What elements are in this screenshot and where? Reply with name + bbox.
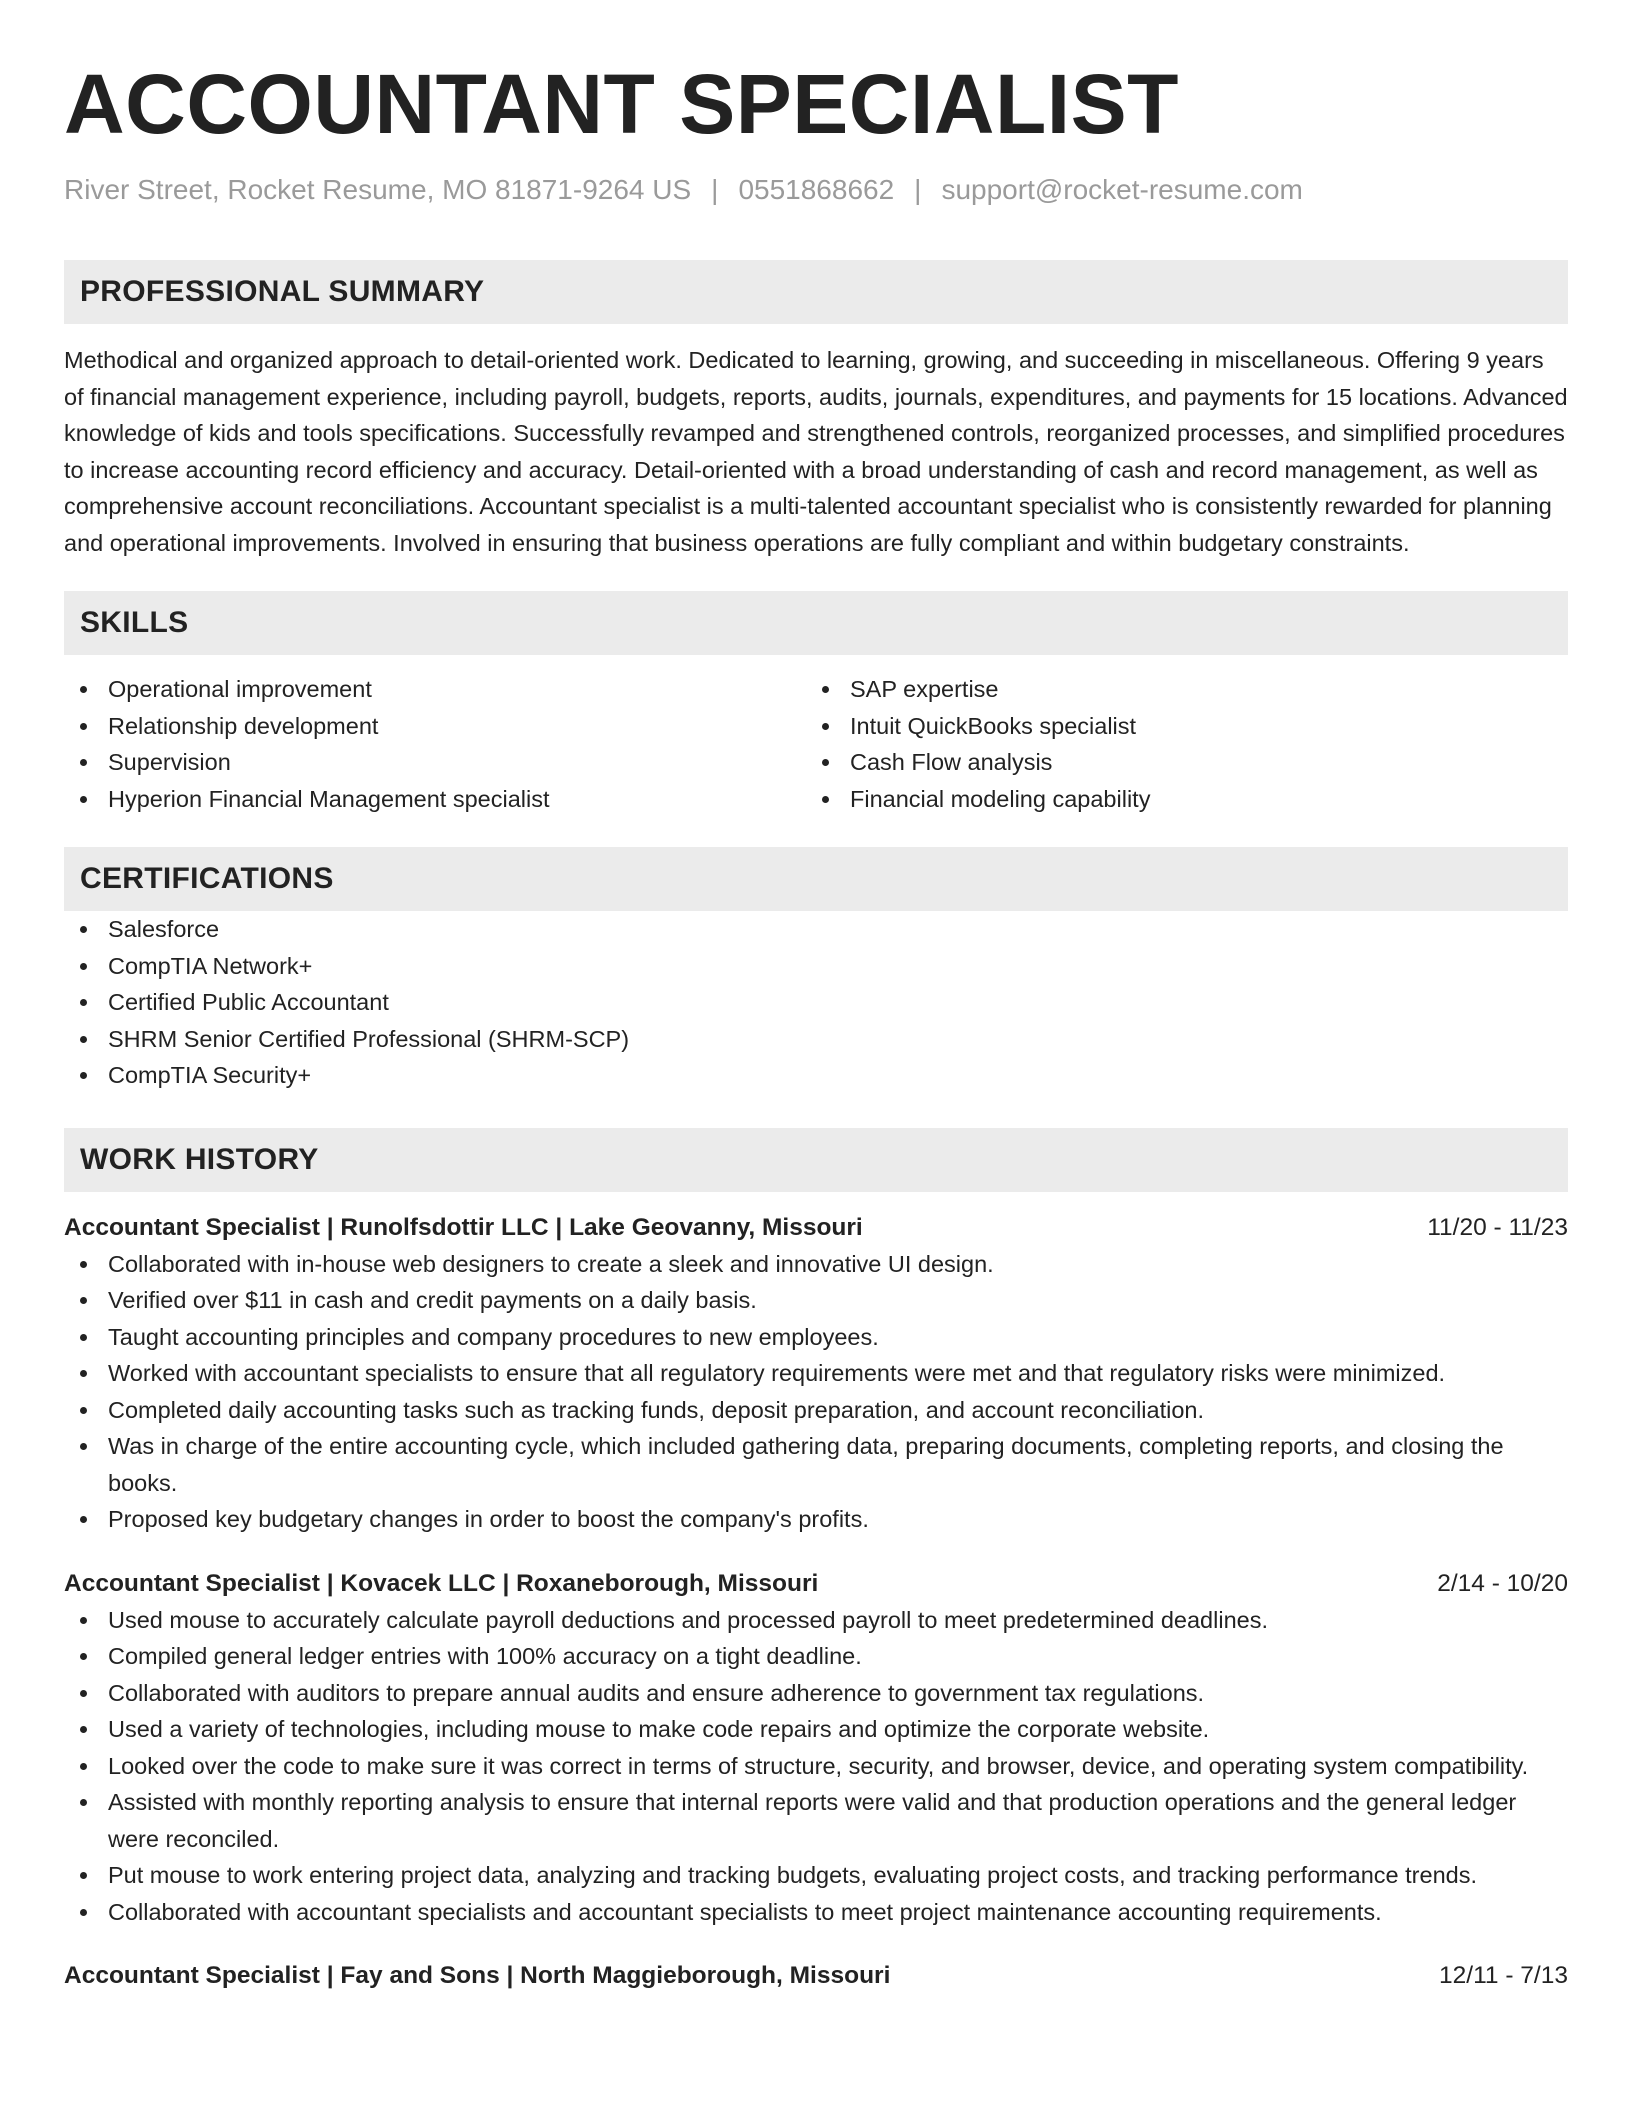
skill-item: Operational improvement <box>64 671 806 708</box>
job-bullet: Proposed key budgetary changes in order to boost the company's profits. <box>64 1501 1568 1538</box>
job-bullet: Compiled general ledger entries with 100% accuracy on a tight deadline. <box>64 1638 1568 1675</box>
job-dates: 11/20 - 11/23 <box>1427 1213 1568 1241</box>
job-dates: 12/11 - 7/13 <box>1439 1962 1568 1989</box>
certification-item: Salesforce <box>64 911 1568 948</box>
skill-item: Relationship development <box>64 708 806 745</box>
job-dates: 2/14 - 10/20 <box>1437 1569 1568 1597</box>
job-title: Accountant Specialist | Kovacek LLC | Roxaneborough, Missouri <box>64 1569 819 1597</box>
skill-item: Financial modeling capability <box>806 781 1548 818</box>
certifications-list <box>64 911 1568 1094</box>
resume-name: ACCOUNTANT SPECIALIST <box>64 57 1179 151</box>
skill-item: SAP expertise <box>806 671 1548 708</box>
job-entry <box>64 1210 1568 1538</box>
job-bullets <box>64 1246 1568 1538</box>
job-bullets <box>64 1602 1568 1931</box>
job-bullet: Used a variety of technologies, including mouse to make code repairs and optimize the corporate website. <box>64 1711 1568 1748</box>
skills-column-left <box>64 671 806 817</box>
job-bullet: Collaborated with auditors to prepare annual audits and ensure adherence to government tax regulations. <box>64 1675 1568 1712</box>
skill-item: Cash Flow analysis <box>806 744 1548 781</box>
job-bullet: Looked over the code to make sure it was correct in terms of structure, security, and browser, device, and operating system compatibility. <box>64 1748 1568 1785</box>
certification-item: CompTIA Security+ <box>64 1057 1568 1094</box>
job-header <box>64 1566 1568 1602</box>
contact-phone: 0551868662 <box>738 174 895 205</box>
job-bullet: Collaborated with accountant specialists and accountant specialists to meet project maintenance accounting requirements. <box>64 1894 1568 1931</box>
job-bullet: Taught accounting principles and company procedures to new employees. <box>64 1319 1568 1356</box>
skills-column-right <box>806 671 1548 817</box>
skill-item: Supervision <box>64 744 806 781</box>
job-header <box>64 1958 1568 1994</box>
job-bullet: Was in charge of the entire accounting cycle, which included gathering data, preparing documents, completing reports, and closing the books. <box>64 1428 1568 1501</box>
job-bullet: Assisted with monthly reporting analysis to ensure that internal reports were valid and that production operations and the general ledger were reconciled. <box>64 1784 1568 1857</box>
job-bullet: Worked with accountant specialists to ensure that all regulatory requirements were met and that regulatory risks were minimized. <box>64 1355 1568 1392</box>
contact-address: River Street, Rocket Resume, MO 81871-9264 US <box>64 174 692 205</box>
certification-item: SHRM Senior Certified Professional (SHRM-SCP) <box>64 1021 1568 1058</box>
skill-item: Intuit QuickBooks specialist <box>806 708 1548 745</box>
section-heading-certifications: CERTIFICATIONS <box>64 847 1568 911</box>
job-entry <box>64 1958 1568 1994</box>
contact-separator: | <box>711 174 719 205</box>
section-heading-work-history: WORK HISTORY <box>64 1128 1568 1192</box>
section-heading-summary: PROFESSIONAL SUMMARY <box>64 260 1568 324</box>
job-bullet: Completed daily accounting tasks such as tracking funds, deposit preparation, and account reconciliation. <box>64 1392 1568 1429</box>
certification-item: Certified Public Accountant <box>64 984 1568 1021</box>
job-entry <box>64 1566 1568 1931</box>
job-header <box>64 1210 1568 1246</box>
job-bullet: Collaborated with in-house web designers to create a sleek and innovative UI design. <box>64 1246 1568 1283</box>
contact-line <box>64 172 1568 208</box>
job-bullet: Put mouse to work entering project data, analyzing and tracking budgets, evaluating project costs, and tracking performance trends. <box>64 1857 1568 1894</box>
job-bullet: Verified over $11 in cash and credit payments on a daily basis. <box>64 1282 1568 1319</box>
section-heading-skills: SKILLS <box>64 591 1568 655</box>
summary-text: Methodical and organized approach to detail-oriented work. Dedicated to learning, growing, and succeeding in miscellaneous. Offering 9 years of financial management experience, including payroll, budgets, reports, audits, journals, expenditures, and payments for 15 locations. Advanced knowledge of kids and tools specifications. Successfully revamped and strengthened controls, reorganized processes, and simplified procedures to increase accounting record efficiency and accuracy. Detail-oriented with a broad understanding of cash and record management, as well as comprehensive account reconciliations. Accountant specialist is a multi-talented accountant specialist who is consistently rewarded for planning and operational improvements. Involved in ensuring that business operations are fully compliant and within budgetary constraints. <box>64 347 1568 556</box>
job-title: Accountant Specialist | Fay and Sons | North Maggieborough, Missouri <box>64 1962 891 1989</box>
skill-item: Hyperion Financial Management specialist <box>64 781 806 818</box>
job-title: Accountant Specialist | Runolfsdottir LLC | Lake Geovanny, Missouri <box>64 1213 863 1241</box>
skills-grid <box>64 671 1568 817</box>
job-bullet: Used mouse to accurately calculate payroll deductions and processed payroll to meet predetermined deadlines. <box>64 1602 1568 1639</box>
contact-separator: | <box>914 174 922 205</box>
contact-email: support@rocket-resume.com <box>941 174 1303 205</box>
certification-item: CompTIA Network+ <box>64 948 1568 985</box>
